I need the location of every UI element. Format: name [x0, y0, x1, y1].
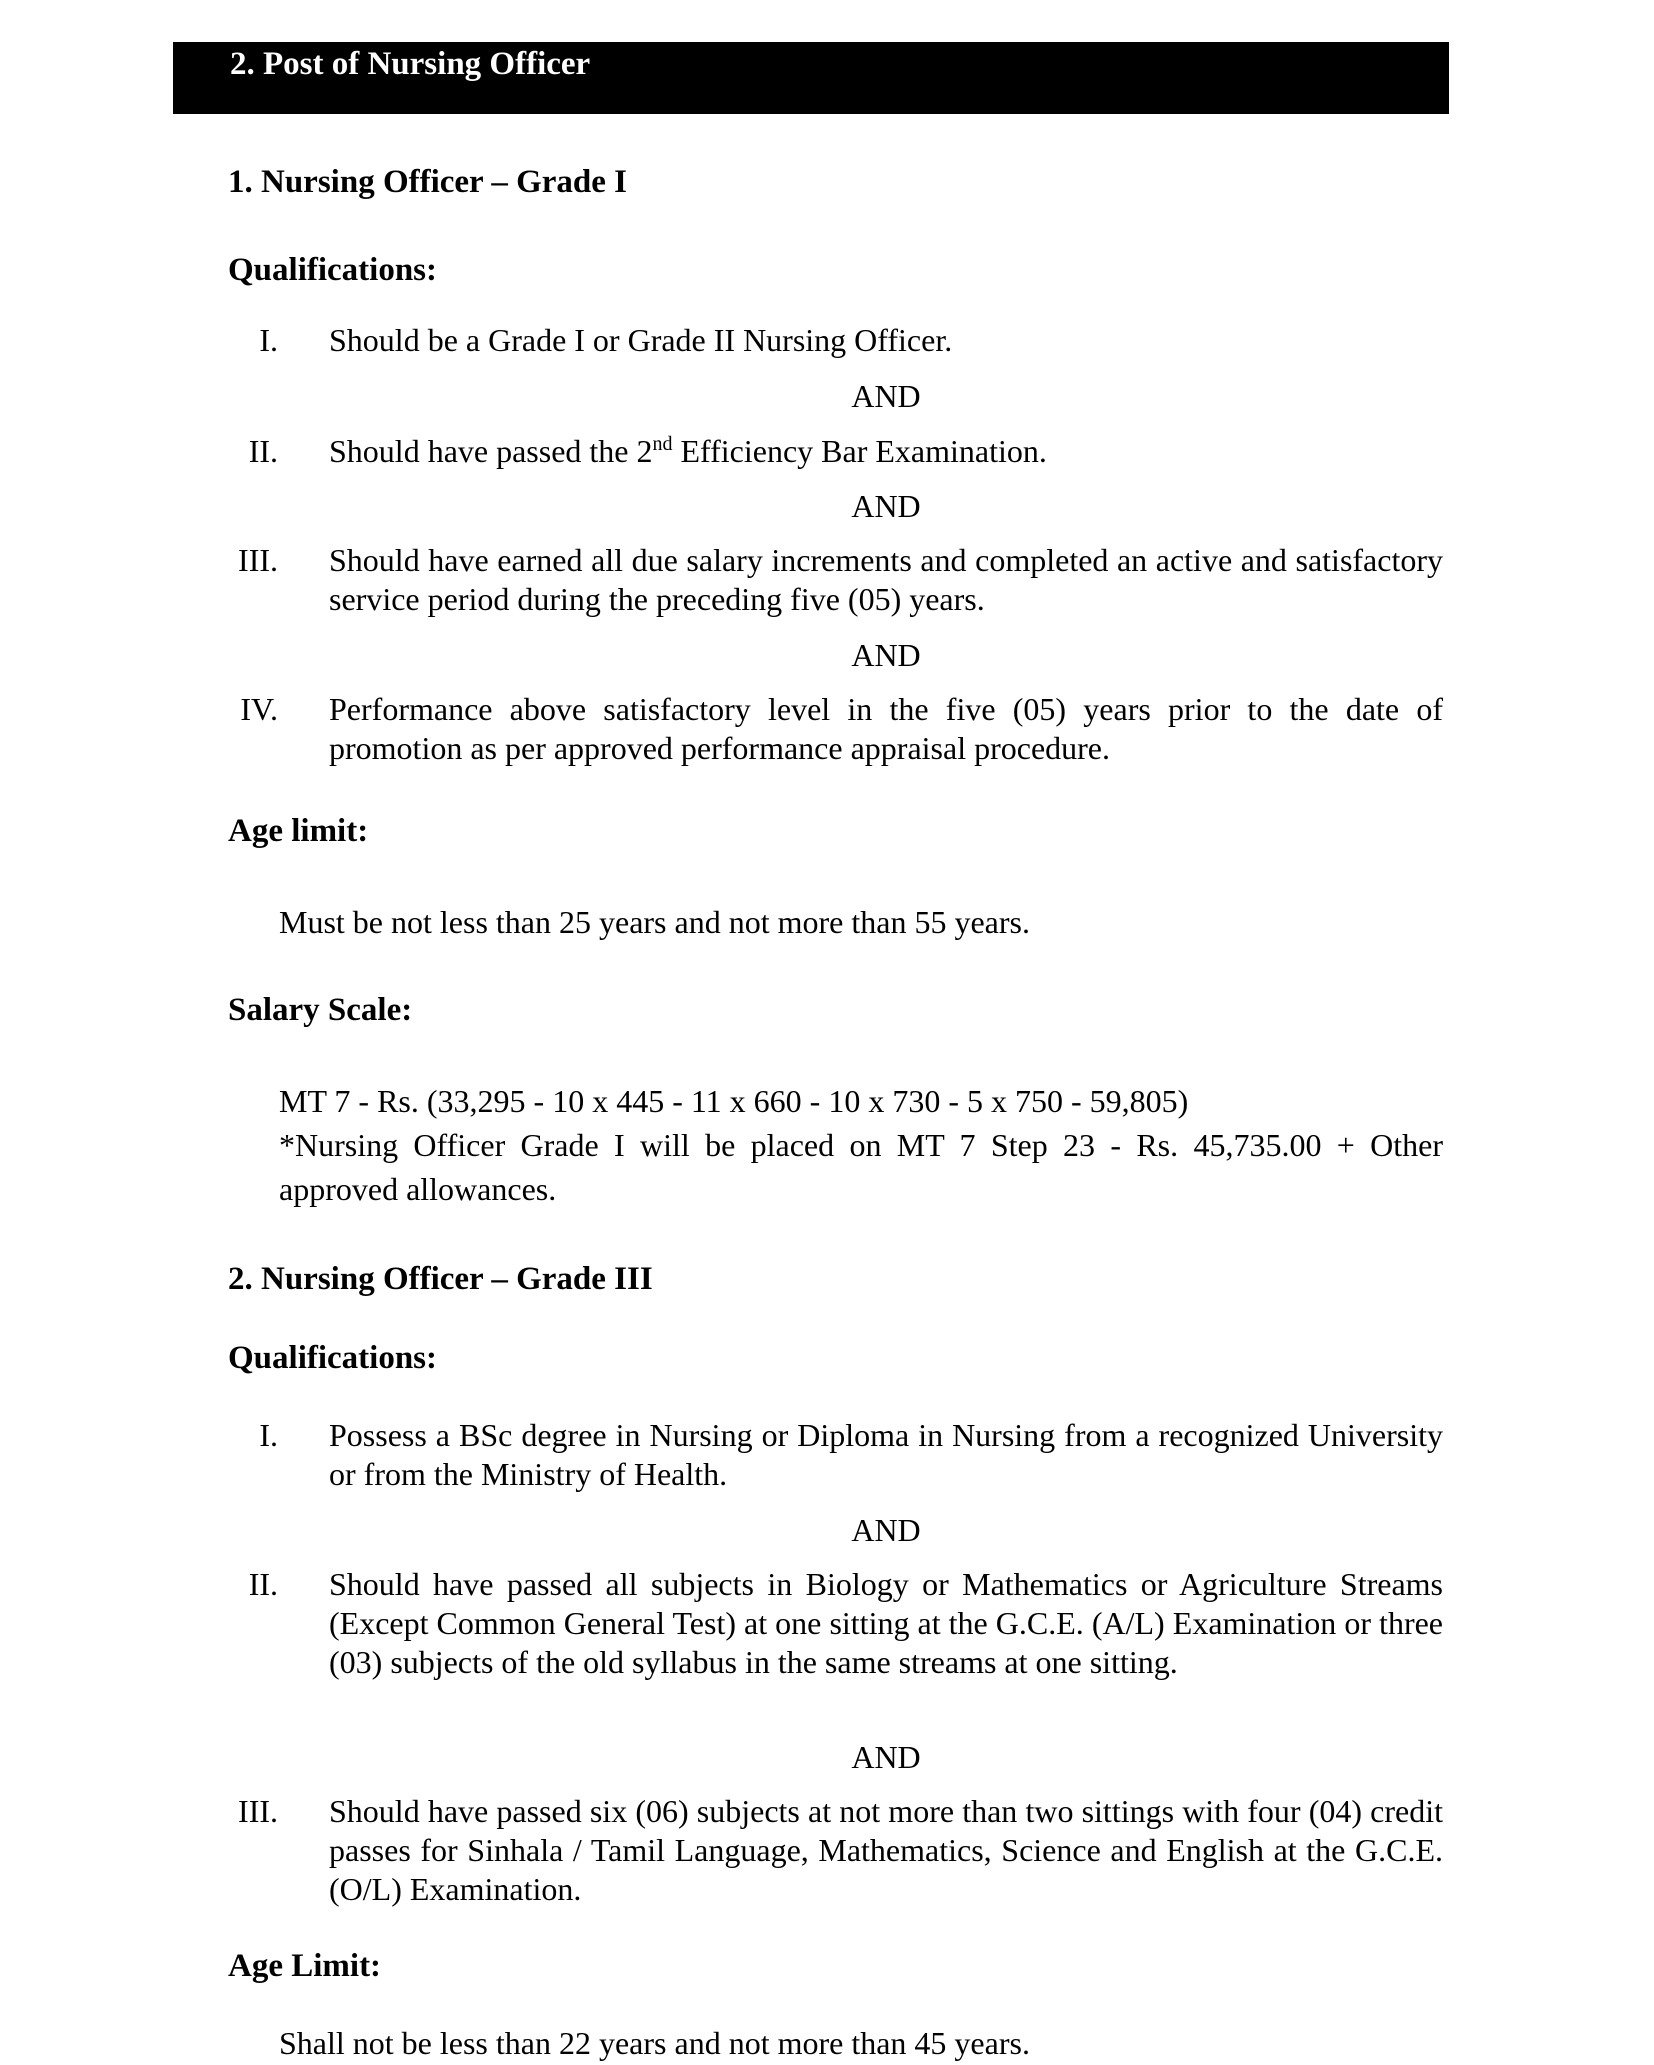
grade1-qualifications-label: Qualifications:	[228, 252, 438, 288]
salary-scale-line: MT 7 - Rs. (33,295 - 10 x 445 - 11 x 660 - 10 x 730 - 5 x 750 - 59,805)	[279, 1083, 1189, 1119]
item-text-before: Should have passed the 2	[329, 433, 653, 469]
item-number: I.	[259, 1417, 278, 1453]
grade3-qualifications-label: Qualifications:	[228, 1340, 438, 1376]
grade1-heading: 1. Nursing Officer – Grade I	[228, 164, 628, 200]
section-title-banner	[173, 42, 1449, 114]
item-number: II.	[248, 433, 278, 469]
item-number: IV.	[240, 691, 278, 727]
and-connector: AND	[851, 1739, 921, 1775]
grade1-salary-label: Salary Scale:	[228, 992, 413, 1028]
ordinal-suffix: nd	[652, 433, 673, 455]
item-text: Should have earned all due salary increments and completed an active and satisfactory service period during the preceding five (05) years.	[329, 542, 1443, 617]
section-title: 2. Post of Nursing Officer	[230, 46, 591, 82]
grade1-age-text: Must be not less than 25 years and not more than 55 years.	[279, 904, 1030, 940]
and-connector: AND	[851, 1512, 921, 1548]
item-number: II.	[248, 1566, 278, 1602]
salary-placement-note: *Nursing Officer Grade I will be placed on MT 7 Step 23 - Rs. 45,735.00 + Other approved allowances.	[279, 1127, 1443, 1207]
item-number: III.	[238, 542, 278, 578]
grade1-age-label: Age limit:	[228, 813, 369, 849]
and-connector: AND	[851, 378, 921, 414]
item-number: III.	[238, 1793, 278, 1829]
grade3-age-label: Age Limit:	[228, 1948, 382, 1984]
item-text: Performance above satisfactory level in the five (05) years prior to the date of promotion as per approved performance appraisal procedure.	[329, 691, 1443, 766]
grade3-heading: 2. Nursing Officer – Grade III	[228, 1261, 653, 1297]
item-text: Possess a BSc degree in Nursing or Diploma in Nursing from a recognized University or from the Ministry of Health.	[329, 1417, 1443, 1492]
grade1-salary-text	[279, 1079, 1443, 1211]
item-text	[329, 432, 1443, 471]
item-number: I.	[259, 322, 278, 358]
item-text: Should have passed all subjects in Biology or Mathematics or Agriculture Streams (Except Common General Test) at one sitting at the G.C.E. (A/L) Examination or three (03) subjects of the old syllabus in the same streams at one sitting.	[329, 1566, 1443, 1680]
grade3-age-text: Shall not be less than 22 years and not more than 45 years.	[279, 2025, 1030, 2061]
and-connector: AND	[851, 637, 921, 673]
item-text: Should have passed six (06) subjects at not more than two sittings with four (04) credit passes for Sinhala / Tamil Language, Mathematics, Science and English at the G.C.E. (O/L) Examination.	[329, 1793, 1443, 1907]
and-connector: AND	[851, 488, 921, 524]
item-text: Should be a Grade I or Grade II Nursing Officer.	[329, 322, 953, 358]
item-text-after: Efficiency Bar Examination.	[672, 433, 1047, 469]
